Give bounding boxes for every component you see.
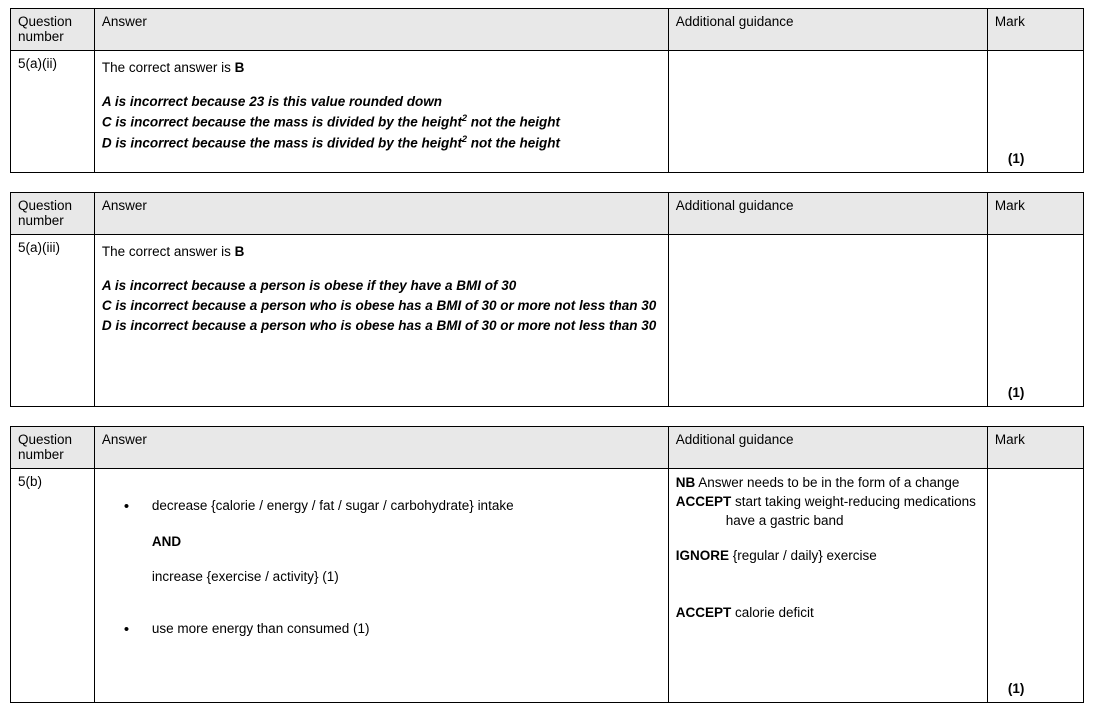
header-additional-guidance: Additional guidance: [668, 193, 987, 235]
distractor-c: C is incorrect because the mass is divided by the height$^2$ not the height: [101, 112, 560, 130]
and-label: AND: [151, 533, 182, 549]
distractor-a: A is incorrect because a person is obese if they have a BMI of 30: [101, 277, 517, 293]
answer-bullet-list-2: [102, 619, 661, 639]
accept-text: start taking weight-reducing medications: [731, 493, 976, 509]
header-answer: Answer: [94, 427, 668, 469]
guidance-ignore: [676, 547, 980, 566]
question-number-cell: 5(a)(ii): [11, 51, 95, 173]
ignore-text: {regular / daily} exercise: [728, 547, 877, 563]
spacer: [676, 566, 980, 588]
answer-lead: [102, 58, 661, 78]
guidance-nb: [676, 474, 980, 493]
spacer: [102, 516, 661, 532]
table-header-row: [11, 427, 1084, 469]
mark-scheme-table-5aii: [10, 8, 1084, 173]
header-mark: Mark: [987, 193, 1083, 235]
mark-cell: [987, 235, 1083, 407]
spacer: [676, 588, 980, 604]
table-header-row: [11, 9, 1084, 51]
ignore-label: IGNORE: [675, 547, 729, 563]
answer-letter: B: [234, 244, 245, 259]
table-row: [11, 51, 1084, 173]
header-mark: Mark: [987, 427, 1083, 469]
spacer: [102, 474, 661, 496]
accept2-label: ACCEPT: [675, 604, 732, 620]
nb-label: NB: [675, 475, 696, 490]
answer-distractors: [102, 276, 661, 337]
answer-distractors: [102, 92, 661, 154]
distractor-d: D is incorrect because a person who is obese has a BMI of 30 or more not less than 30: [101, 318, 657, 334]
guidance-accept-indent: have a gastric band: [725, 512, 844, 528]
answer-cell: [94, 469, 668, 703]
distractor-c: C is incorrect because a person who is obese has a BMI of 30 or more not less than 30: [101, 297, 657, 313]
header-question-number: Question number: [11, 9, 95, 51]
accept-label: ACCEPT: [675, 493, 732, 509]
header-answer: Answer: [94, 9, 668, 51]
and-connector: [152, 532, 661, 552]
table-header-row: [11, 193, 1084, 235]
answer-lead-text: The correct answer is: [101, 60, 235, 75]
header-mark: Mark: [987, 9, 1083, 51]
mark-value: (1): [1007, 385, 1025, 400]
header-answer: Answer: [94, 193, 668, 235]
mark-value: (1): [1007, 681, 1025, 696]
header-question-number: Question number: [11, 193, 95, 235]
answer-cell: [94, 51, 668, 173]
header-additional-guidance: Additional guidance: [668, 9, 987, 51]
accept2-text: calorie deficit: [731, 604, 814, 620]
mark-value: (1): [1007, 151, 1025, 166]
mark-cell: [987, 469, 1083, 703]
mark-scheme-table-5b: [10, 426, 1084, 703]
additional-guidance-cell: [668, 469, 987, 703]
answer-bullet-list: [102, 496, 661, 516]
header-additional-guidance: Additional guidance: [668, 427, 987, 469]
distractor-d: D is incorrect because the mass is divided by the height$^2$ not the height: [101, 133, 560, 151]
sub-point: increase {exercise / activity} (1): [151, 569, 339, 585]
answer-cell: [94, 235, 668, 407]
spacer: [676, 531, 980, 547]
question-number-cell: 5(b): [11, 469, 95, 703]
additional-guidance-cell: [668, 51, 987, 173]
answer-lead: [102, 242, 661, 262]
guidance-accept-2: [676, 604, 980, 623]
additional-guidance-cell: [668, 235, 987, 407]
table-row: [11, 235, 1084, 407]
header-question-number: Question number: [11, 427, 95, 469]
nb-text: Answer needs to be in the form of a change: [695, 475, 960, 490]
list-item: • use more energy than consumed (1): [152, 619, 661, 639]
question-number-cell: 5(a)(iii): [11, 235, 95, 407]
table-row: [11, 469, 1084, 703]
answer-lead-text: The correct answer is: [101, 244, 235, 259]
spacer: [102, 551, 661, 567]
list-item: • decrease {calorie / energy / fat / sugar / carbohydrate} intake: [152, 496, 661, 516]
spacer: [102, 609, 661, 619]
mark-scheme-table-5aiii: [10, 192, 1084, 407]
distractor-a: A is incorrect because 23 is this value rounded down: [101, 93, 442, 109]
spacer: [102, 587, 661, 609]
mark-cell: [987, 51, 1083, 173]
answer-letter: B: [234, 60, 245, 75]
guidance-accept: [676, 493, 980, 512]
